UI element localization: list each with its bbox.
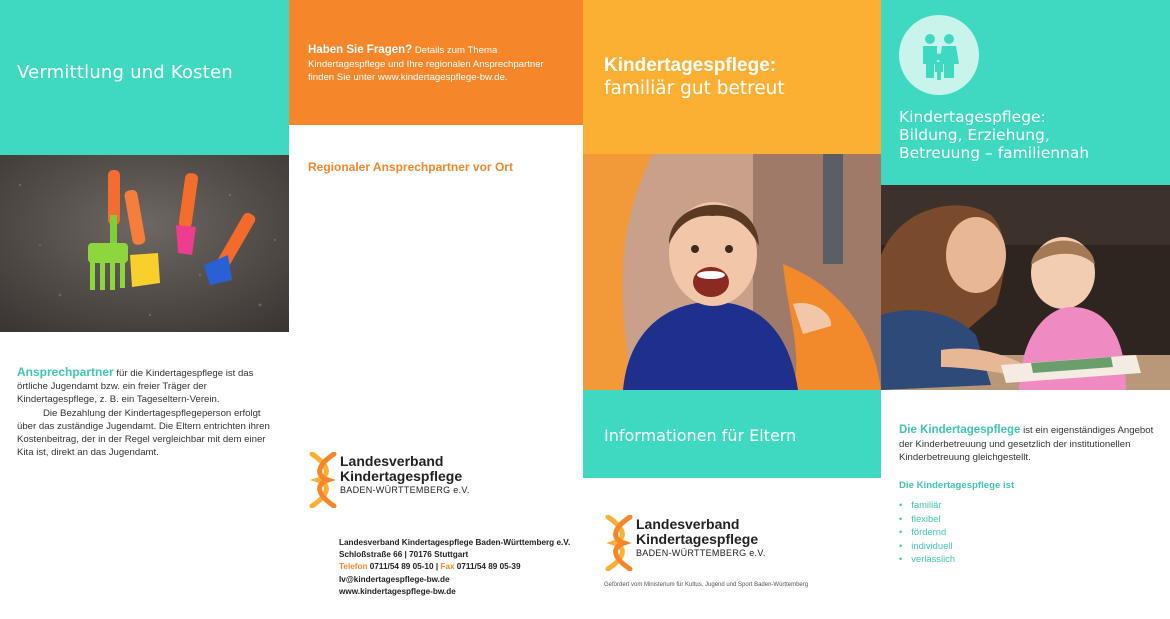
contact-info-text [17, 366, 277, 459]
panel-vermittlung [0, 0, 289, 619]
funding-note: Gefördert vom Ministerium für Kultus, Jugend und Sport Baden-Württemberg [604, 582, 809, 588]
panel-contact [289, 0, 583, 619]
phone-number: 0711/54 89 05-10 [369, 562, 434, 572]
panel-cover [583, 0, 881, 619]
overview-highlight: Die Kindertagespflege [899, 424, 1021, 436]
sand-toys-photo [0, 155, 289, 332]
questions-body: Details zum Thema Kindertagespflege und Ihre regionalen Ansprechpartner finden Sie unter www.kindertagespflege-bw.de. [308, 45, 544, 83]
panel-title: Vermittlung und Kosten [17, 62, 233, 83]
overview-text [899, 424, 1161, 465]
overview-title-line-3: Betreuung – familiennah [899, 144, 1090, 162]
logo-mark-icon [308, 452, 338, 508]
list-item: • flexibel [899, 512, 955, 526]
association-logo [308, 452, 488, 508]
contact-email[interactable]: lv@kindertagespflege-bw.de [339, 574, 450, 584]
laughing-child-photo [583, 154, 881, 390]
questions-text [308, 44, 570, 85]
list-item: • individuell [899, 539, 955, 553]
phone-fax-separator: | [433, 562, 441, 572]
contact-block [339, 537, 570, 598]
logo-name [340, 454, 462, 484]
header-block [0, 0, 289, 155]
header-block [583, 0, 881, 154]
regional-contact-heading: Regionaler Ansprechpartner vor Ort [308, 160, 513, 174]
feature-list [899, 498, 955, 566]
mother-baby-photo [881, 185, 1170, 390]
highlight-ansprechpartner: Ansprechpartner [17, 365, 114, 379]
logo-line-1: Landesverband [636, 516, 740, 532]
list-item: • verlässlich [899, 552, 955, 566]
list-item: • fördernd [899, 525, 955, 539]
header-block [881, 0, 1170, 185]
overview-title-line-1: Kindertagespflege: [899, 108, 1046, 126]
paragraph-2: Die Bezahlung der Kindertagespflegeperson erfolgt über das zuständige Jugendamt. Die Eltern entrichten ihren Kostenbeitrag, der in der Regel vergleichbar mit dem einer Kita ist, direkt an das Jugendamt. [17, 407, 270, 459]
logo-line-1: Landesverband [340, 453, 444, 469]
contact-address: Schloßstraße 66 | 70176 Stuttgart [339, 550, 469, 560]
phone-label: Telefon [339, 562, 368, 572]
overview-body: ist ein eigenständiges Angebot der Kinderbetreuung und gesetzlich der institutionellen Kinderbetreuung gleichgestellt. [899, 425, 1154, 464]
logo-region: BADEN-WÜRTTEMBERG e.V. [340, 485, 470, 495]
contact-phone-fax [339, 561, 570, 573]
cover-title: Kindertagespflege: [604, 55, 777, 76]
paragraph-1: für die Kindertagespflege ist das örtliche Jugendamt bzw. ein freier Träger der Kindertagespflege, z. B. ein Tageseltern-Verein. [17, 368, 254, 406]
fax-label: Fax [440, 562, 455, 572]
logo-name [636, 517, 758, 547]
feature-list-heading: Die Kindertagespflege ist [899, 480, 1015, 491]
family-icon [899, 15, 979, 95]
overview-title-line-2: Bildung, Erziehung, [899, 126, 1050, 144]
header-block [289, 0, 583, 125]
questions-heading: Haben Sie Fragen? [308, 44, 413, 56]
overview-title [899, 108, 1164, 162]
contact-org: Landesverband Kindertagespflege Baden-Württemberg e.V. [339, 538, 571, 547]
logo-line-2: Kindertagespflege [636, 531, 759, 547]
fax-number: 0711/54 89 05-39 [456, 562, 521, 572]
logo-line-2: Kindertagespflege [340, 468, 463, 484]
logo-mark-icon [604, 515, 634, 571]
association-logo [604, 515, 784, 571]
list-item: • familiär [899, 498, 955, 512]
contact-website[interactable]: www.kindertagespflege-bw.de [339, 586, 456, 596]
logo-region: BADEN-WÜRTTEMBERG e.V. [636, 548, 766, 558]
cover-subtitle: familiär gut betreut [604, 78, 785, 99]
info-band-text: Informationen für Eltern [604, 426, 797, 445]
panel-overview [881, 0, 1170, 619]
